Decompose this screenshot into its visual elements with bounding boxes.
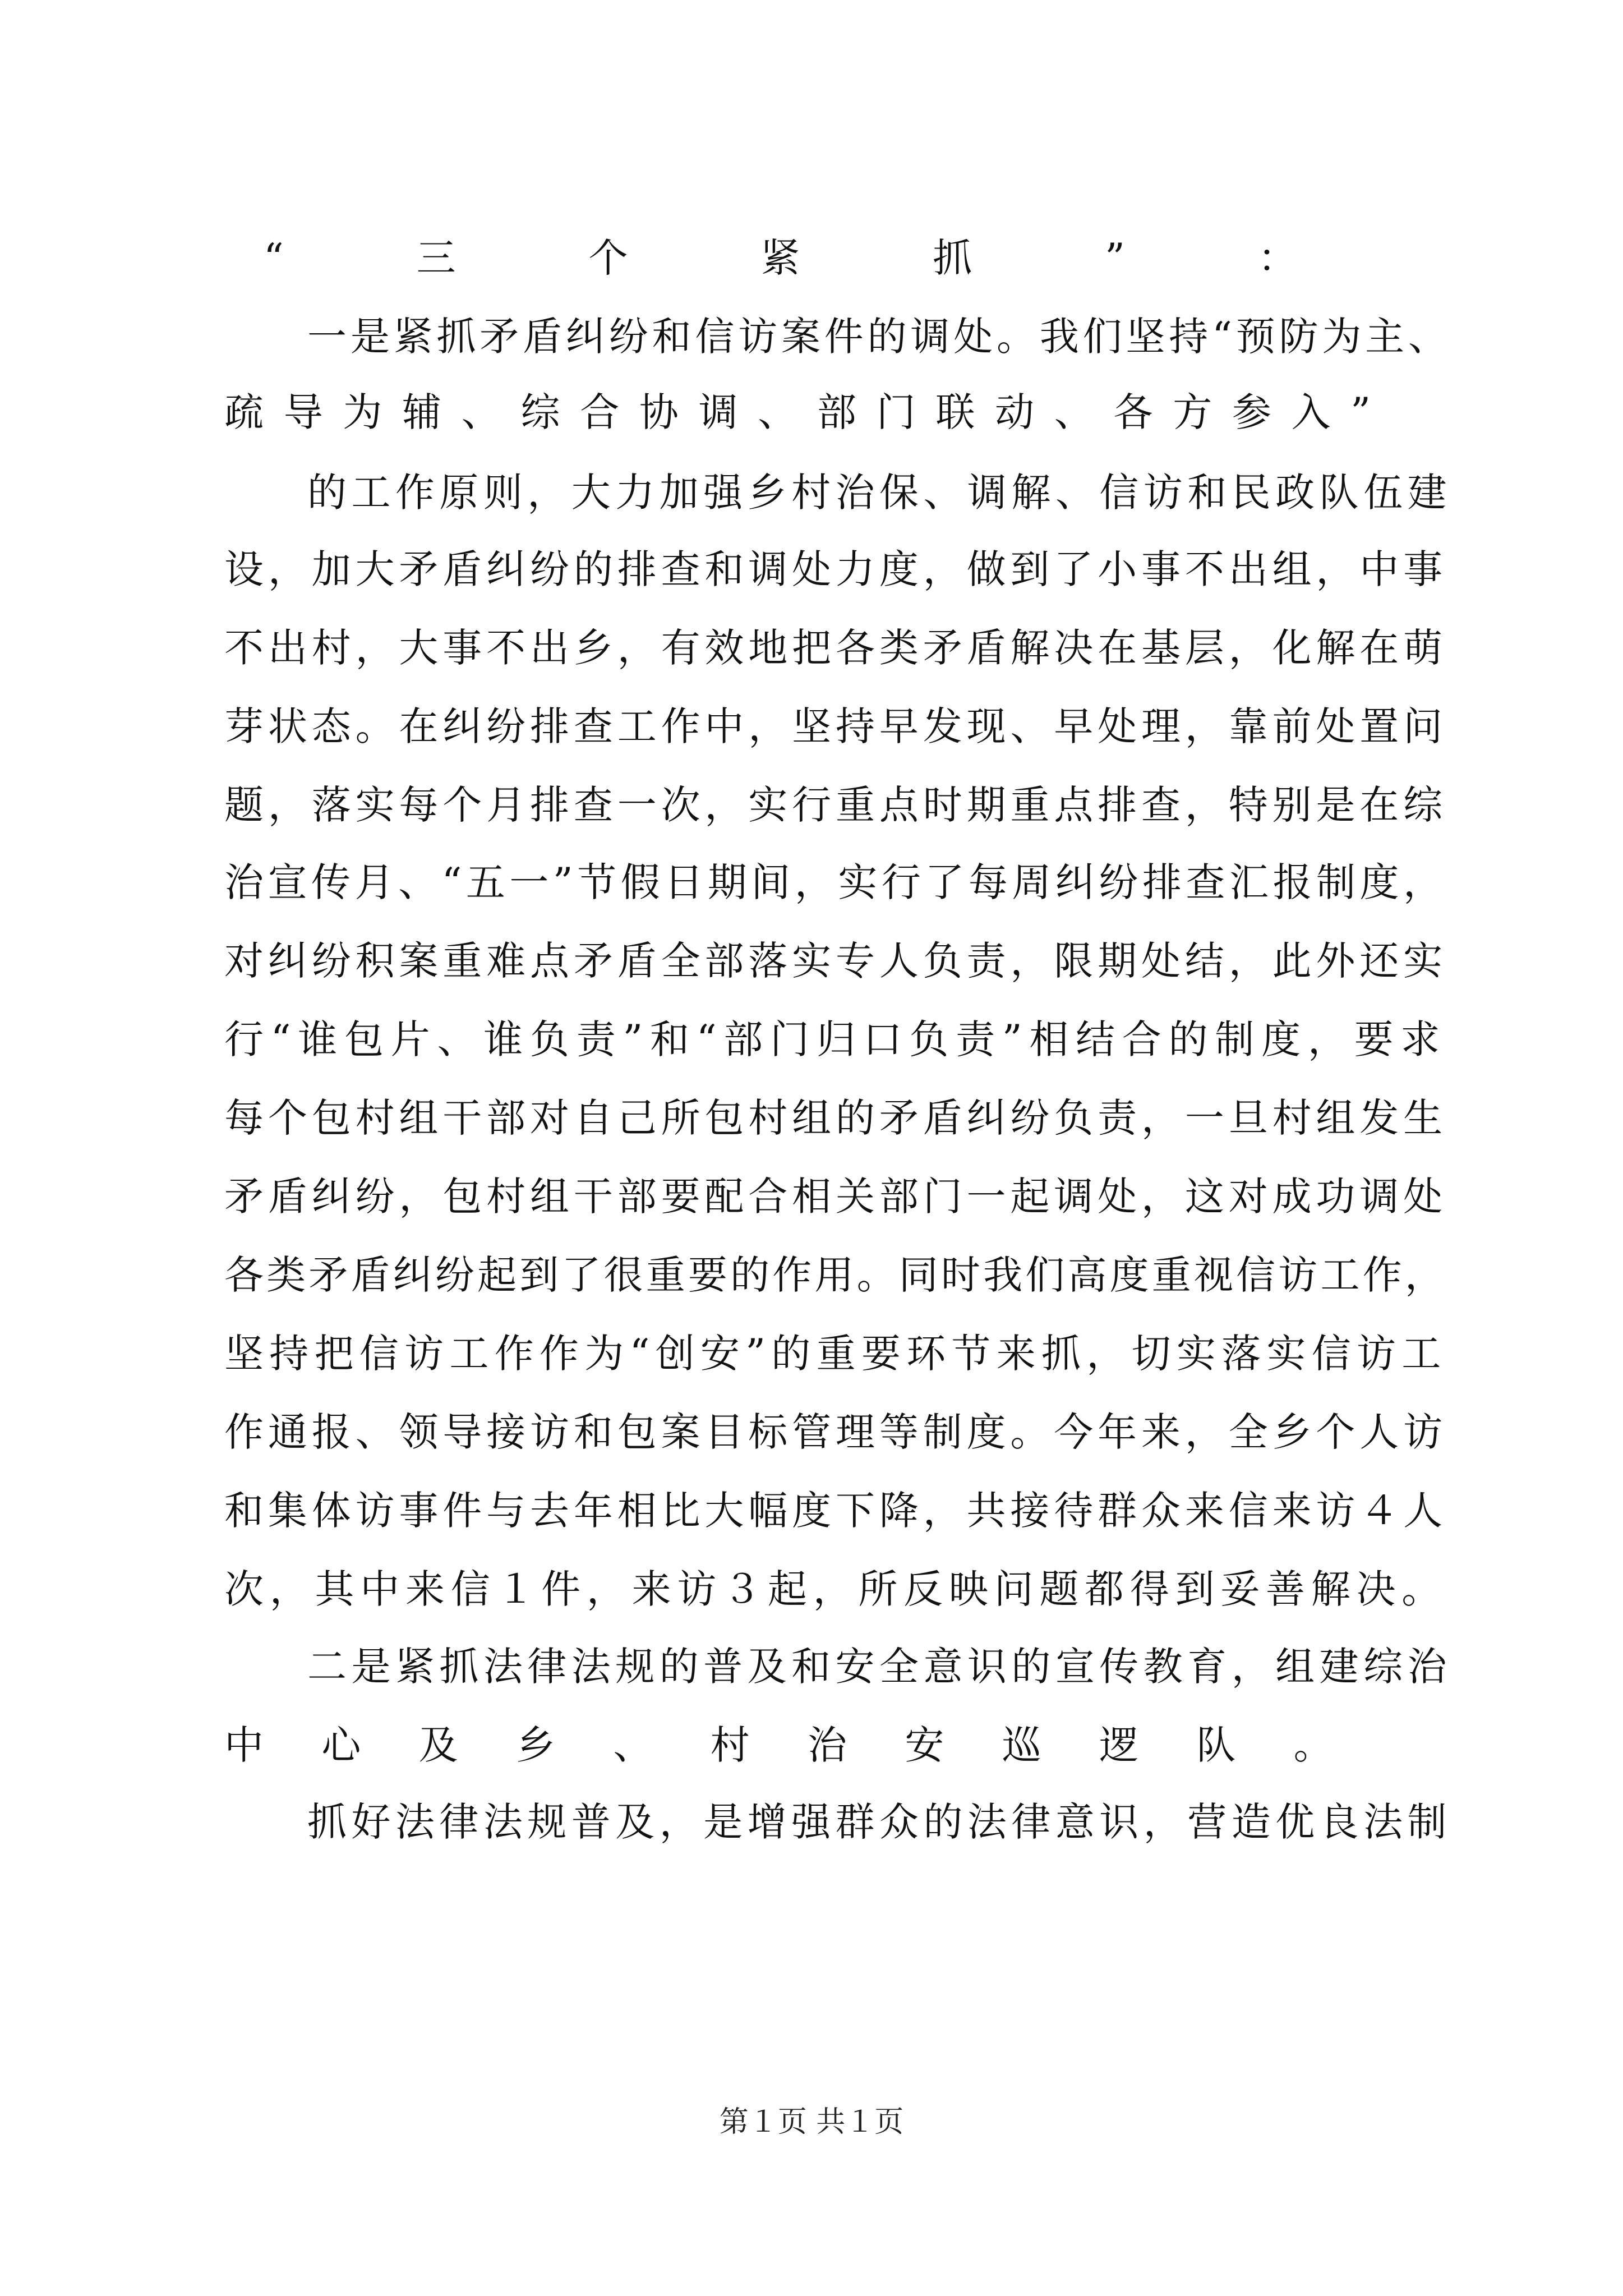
text-line: 行“谁包片、谁负责”和“部门归口负责”相结合的制度，要求	[224, 1016, 1447, 1062]
text-line: 各类矛盾纠纷起到了很重要的作用。同时我们高度重视信访工作，	[224, 1252, 1447, 1298]
text-line: 的工作原则，大力加强乡村治保、调解、信访和民政队伍建	[307, 470, 1451, 516]
text-line: 和集体访事件与去年相比大幅度下降，共接待群众来信来访４人	[224, 1488, 1447, 1534]
text-line: 坚持把信访工作作为“创安”的重要环节来抓，切实落实信访工	[224, 1331, 1447, 1377]
text-line: 二是紧抓法律法规的普及和安全意识的宣传教育，组建综治	[307, 1644, 1451, 1690]
text-line: 一是紧抓矛盾纠纷和信访案件的调处。我们坚持“预防为主、	[307, 314, 1451, 360]
text-line: 设，加大矛盾纠纷的排查和调处力度，做到了小事不出组，中事	[224, 546, 1447, 592]
text-line: 每个包村组干部对自己所包村组的矛盾纠纷负责，一旦村组发生	[224, 1095, 1447, 1141]
text-line: 题，落实每个月排查一次，实行重点时期重点排查，特别是在综	[224, 782, 1447, 828]
text-line: 作通报、领导接访和包案目标管理等制度。今年来，全乡个人访	[224, 1409, 1447, 1455]
text-line: 抓好法律法规普及，是增强群众的法律意识，营造优良法制	[307, 1799, 1451, 1845]
text-line: 对纠纷积案重难点矛盾全部落实专人负责，限期处结，此外还实	[224, 938, 1447, 984]
text-line: 芽状态。在纠纷排查工作中，坚持早发现、早处理，靠前处置问	[224, 703, 1447, 749]
text-line: 不出村，大事不出乡，有效地把各类矛盾解决在基层，化解在萌	[224, 625, 1447, 671]
text-line: 疏导为辅、综合协调、部门联动、各方参入”	[224, 389, 1391, 435]
text-line: 矛盾纠纷，包村组干部要配合相关部门一起调处，这对成功调处	[224, 1174, 1447, 1220]
page-footer: 第１页 共１页	[719, 2105, 904, 2139]
text-line: 治宣传月、“五一”节假日期间，实行了每周纠纷排查汇报制度，	[224, 859, 1447, 905]
text-line: 中心及乡、村治安巡逻队。	[224, 1722, 1391, 1768]
text-line: 次，其中来信１件，来访３起，所反映问题都得到妥善解决。	[224, 1566, 1447, 1612]
text-line: “三个紧抓”：	[264, 235, 1430, 281]
